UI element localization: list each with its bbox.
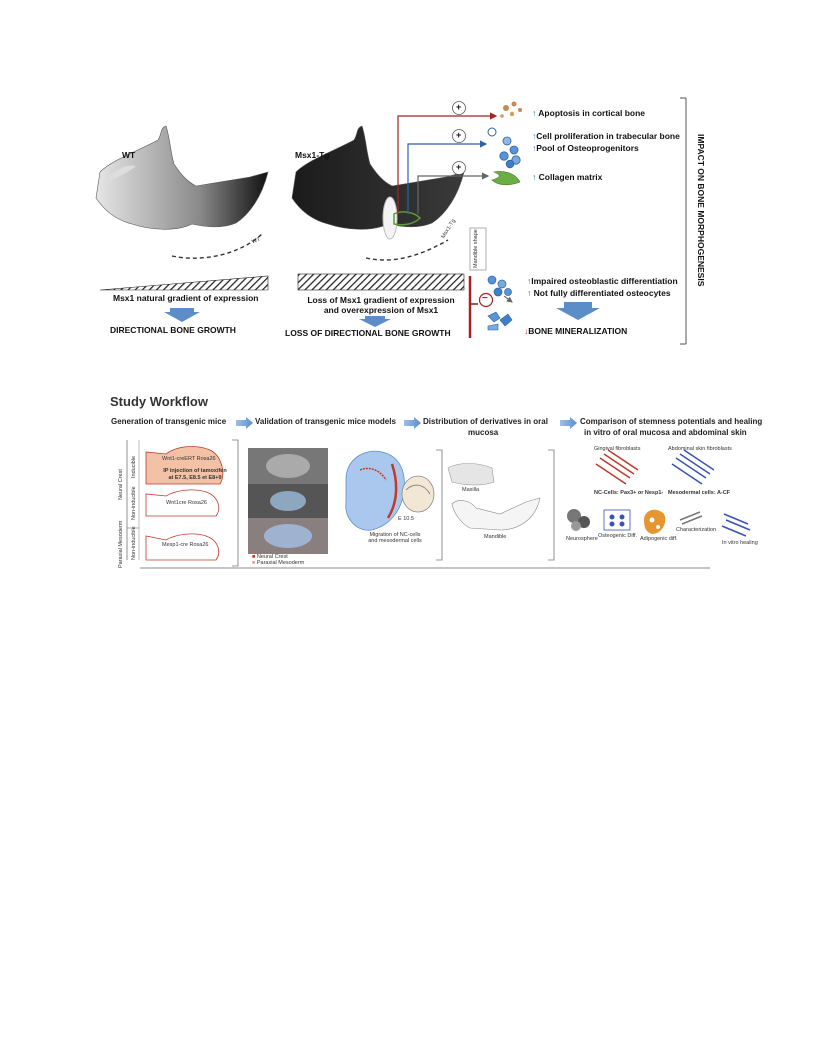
collagen-icon: [492, 171, 520, 184]
tg-caption-line1: Loss of Msx1 gradient of expression: [307, 295, 455, 305]
effect-osteocytes: ↑ Not fully differentiated osteocytes: [527, 288, 671, 298]
right-blue-arrow: [556, 302, 600, 320]
characterization-icon: [680, 512, 702, 524]
gingival-label: Gingival fibroblasts: [594, 446, 641, 452]
up-arrow-icon: ↑: [532, 108, 537, 118]
legend-paraxial-mesoderm: ■ Paraxial Mesoderm: [252, 560, 305, 566]
wt-gradient-bar: [100, 276, 268, 290]
plus-sign-2: +: [456, 130, 462, 140]
up-arrow-icon: ↑: [532, 131, 537, 141]
effect-impaired-differentiation: ↑Impaired osteoblastic differentiation: [527, 276, 678, 286]
wt-label: WT: [122, 150, 136, 160]
step-arrow-1: [236, 417, 253, 429]
group-paraxial-mesoderm: Paraxial Mesoderm: [118, 520, 124, 568]
study-workflow-panel: [0, 390, 816, 580]
up-arrow-icon: ↑: [527, 276, 532, 286]
embryo-head-insert: [402, 476, 434, 512]
wt-mandible-shape: [96, 126, 268, 229]
maxilla-label: Maxilla: [462, 487, 480, 493]
tg-outcome: LOSS OF DIRECTIONAL BONE GROWTH: [285, 328, 451, 338]
plus-sign-1: +: [456, 102, 462, 112]
step-arrow-2: [404, 417, 421, 429]
tamoxifen-line2: at E7.5, E8.5 et E8+9: [168, 475, 222, 481]
wt-growth-curve: [172, 234, 262, 258]
group-neural-crest: Neural Crest: [118, 469, 124, 500]
mouse-label-2: Wnt1cre Rosa26: [166, 500, 207, 506]
plus-sign-3: +: [456, 162, 462, 172]
legend-neural-crest: ■ Neural Crest: [252, 554, 288, 560]
up-arrow-icon: ↑: [532, 143, 537, 153]
abdominal-fibroblasts-icon: [672, 450, 714, 484]
step-distribution: Distribution of derivatives in oral: [423, 417, 548, 426]
tg-mandible-shape: [292, 126, 464, 229]
assay-adipogenic: Adipogenic diff.: [640, 536, 678, 542]
workflow-title: Study Workflow: [110, 394, 208, 409]
effect-collagen: ↑ Collagen matrix: [532, 172, 603, 182]
proliferating-cells-icon: [488, 128, 520, 168]
effect-proliferation: ↑Cell proliferation in trabecular bone: [532, 131, 680, 141]
down-arrow-icon: ↓: [524, 326, 529, 336]
adipogenic-icon: [644, 510, 665, 534]
meso-cells-label: Mesodermal cells: A-CF: [668, 490, 731, 496]
abdominal-label: Abdominal skin fibroblasts: [668, 446, 732, 452]
tg-blue-arrow: [359, 316, 391, 327]
neurosphere-icon: [567, 509, 590, 531]
tg-caption-line2: and overexpression of Msx1: [323, 305, 439, 315]
apoptotic-cells-icon: [500, 102, 522, 118]
wt-blue-arrow: [164, 308, 200, 322]
migration-line2: and mesodermal cells: [368, 538, 422, 544]
tg-label: Msx1-Tg: [295, 150, 330, 160]
mandible-image: [452, 498, 540, 530]
assay-neurosphere: Neurosphere: [566, 536, 598, 542]
in-vitro-healing-icon: [722, 514, 750, 536]
wt-gradient-caption: Msx1 natural gradient of expression: [113, 293, 259, 303]
step-comparison-2: in vitro of oral mucosa and abdominal skin: [584, 428, 747, 437]
nc-cells-label: NC-Cells: Pax3+ or Nesp1-: [594, 490, 664, 496]
embryo-label: E 10.5: [398, 516, 414, 522]
step-generation: Generation of transgenic mice: [111, 417, 227, 426]
tg-hatched-bar: [298, 274, 464, 290]
step-validation: Validation of transgenic mice models: [255, 417, 396, 426]
mandible-label: Mandible: [484, 534, 507, 540]
migration-line1: Migration of NC-cells: [369, 532, 421, 538]
mouse-label-3: Mesp1-cre Rosa26: [162, 542, 209, 548]
up-arrow-icon: ↑: [527, 288, 532, 298]
wt-curve-label: WT: [251, 236, 262, 246]
effect-mineralization: ↓BONE MINERALIZATION: [524, 326, 628, 336]
step-arrow-3: [560, 417, 577, 429]
tg-growth-curve: [366, 240, 448, 260]
cross-section-ring: [383, 197, 397, 239]
step-distribution-2: mucosa: [468, 428, 499, 437]
assay-osteogenic: Osteogenic Diff.: [598, 533, 638, 539]
up-arrow-icon: ↑: [532, 172, 537, 182]
osteogenic-icon: [604, 510, 630, 530]
gingival-fibroblasts-icon: [596, 450, 638, 484]
row-inducible: Inducible: [131, 455, 137, 478]
step-comparison: Comparison of stemness potentials and healing: [580, 417, 763, 426]
impact-side-title: IMPACT ON BONE MORPHOGENESIS: [696, 134, 706, 287]
bone-morphogenesis-panel: [0, 0, 816, 360]
effect-osteoprogenitors: ↑Pool of Osteoprogenitors: [532, 143, 639, 153]
wt-outcome: DIRECTIONAL BONE GROWTH: [110, 325, 236, 335]
minus-sign: −: [482, 293, 488, 304]
assay-characterization: Characterization: [676, 527, 717, 533]
tg-curve-label: Msx1-Tg: [440, 218, 457, 240]
row-noninducible-2: Non-inducible: [131, 526, 137, 560]
mouse-label-1: Wnt1-creERT Rosa26: [162, 456, 216, 462]
maxilla-image: [448, 464, 494, 486]
osteocytes-icon: [488, 312, 512, 330]
effect-apoptosis: ↑ Apoptosis in cortical bone: [532, 108, 646, 118]
tamoxifen-line1: IP injection of tamoxifen: [163, 468, 227, 474]
mandible-shape-label: Mandible shape: [473, 229, 479, 268]
assay-healing: In vitro healing: [722, 540, 758, 546]
row-noninducible-1: Non-inducible: [131, 486, 137, 520]
